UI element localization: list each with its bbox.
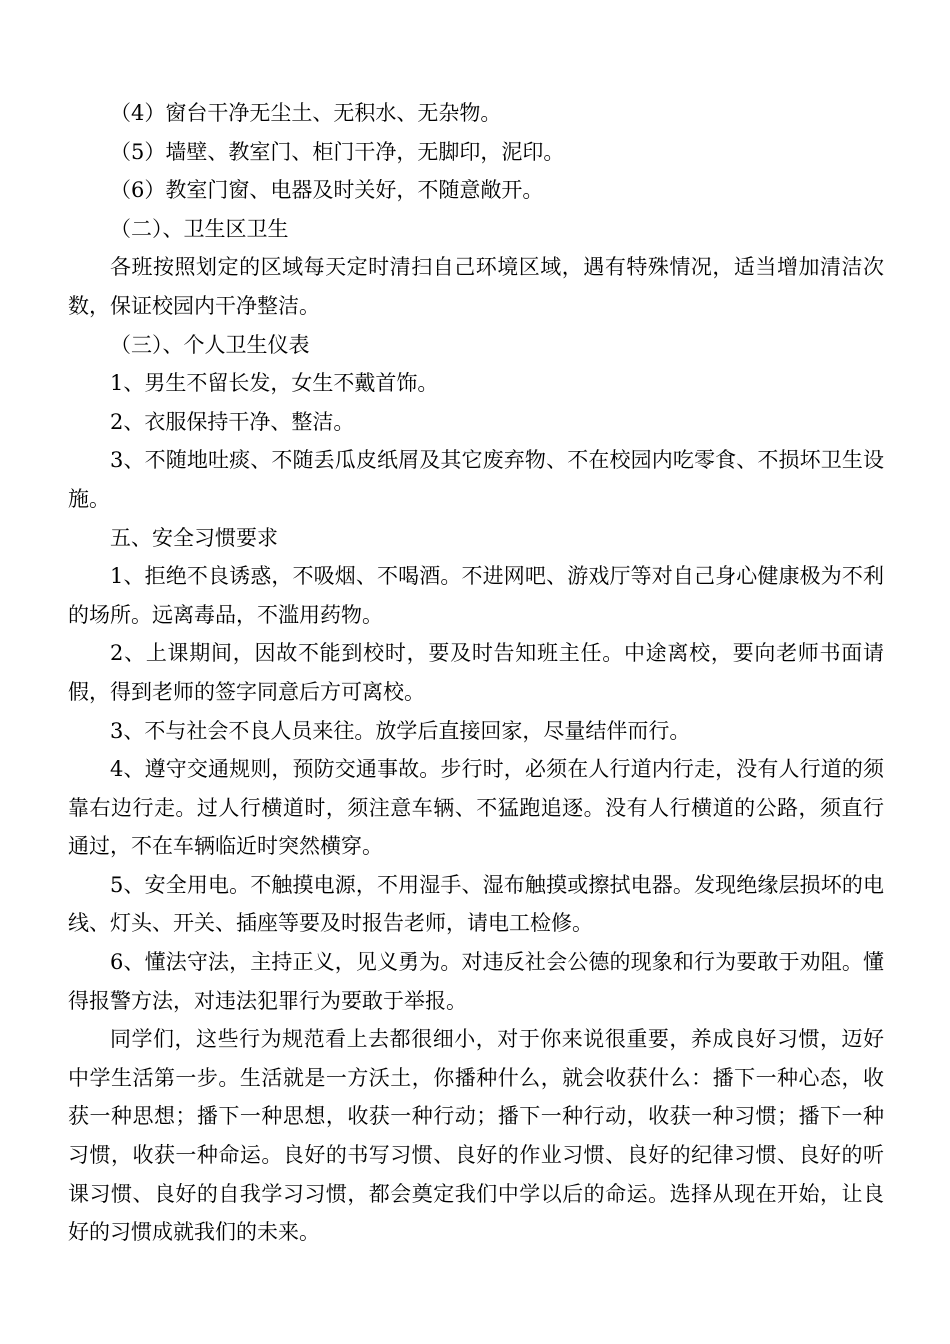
paragraph-refuse-temptation: 1、拒绝不良诱惑，不吸烟、不喝酒。不进网吧、游戏厅等对自己身心健康极为不利的场所。远离毒品，不滥用药物。 — [68, 564, 884, 627]
paragraph-law-justice: 6、懂法守法，主持正义，见义勇为。对违反社会公德的现象和行为要敢于劝阻。懂得报警方法，对违法犯罪行为要敢于举报。 — [68, 950, 884, 1013]
paragraph-walls-doors: （5）墙壁、教室门、柜门干净，无脚印，泥印。 — [110, 139, 565, 164]
paragraph-leave-request: 2、上课期间，因故不能到校时，要及时告知班主任。中途离校，要向老师书面请假，得到老师的签字同意后方可离校。 — [68, 641, 884, 704]
paragraph-traffic-rules: 4、遵守交通规则，预防交通事故。步行时，必须在人行道内行走，没有人行道的须靠右边行走。过人行横道时，须注意车辆、不猛跑追逐。没有人行横道的公路，须直行通过，不在车辆临近时突然横穿。 — [68, 757, 884, 859]
paragraph-no-littering: 3、不随地吐痰、不随丢瓜皮纸屑及其它废弃物、不在校园内吃零食、不损坏卫生设施。 — [68, 448, 884, 511]
section-heading-safety-habits: 五、安全习惯要求 — [110, 525, 278, 550]
paragraph-conclusion: 同学们，这些行为规范看上去都很细小，对于你来说很重要，养成良好习惯，迈好中学生活第一步。生活就是一方沃土，你播种什么，就会收获什么：播下一种心态，收获一种思想；播下一种思想，收获一种行动；播下一种行动，收获一种习惯；播下一种习惯，收获一种命运。良好的书写习惯、良好的作业习惯、良好的纪律习惯、良好的听课习惯、良好的自我学习习惯，都会奠定我们中学以后的命运。选择从现在开始，让良好的习惯成就我们的未来。 — [68, 1027, 884, 1245]
paragraph-windows-appliances: （6）教室门窗、电器及时关好，不随意敞开。 — [110, 178, 544, 203]
document-page — [68, 94, 884, 1252]
section-heading-personal-hygiene: （三）、个人卫生仪表 — [110, 332, 310, 357]
section-heading-area-hygiene: （二）、卫生区卫生 — [110, 216, 289, 241]
paragraph-window-sill: （4）窗台干净无尘土、无积水、无杂物。 — [110, 101, 502, 125]
paragraph-go-home: 3、不与社会不良人员来往。放学后直接回家，尽量结伴而行。 — [110, 718, 691, 743]
paragraph-clothing: 2、衣服保持干净、整洁。 — [110, 409, 355, 434]
paragraph-hair-jewelry: 1、男生不留长发，女生不戴首饰。 — [110, 371, 439, 396]
paragraph-electric-safety: 5、安全用电。不触摸电源，不用湿手、湿布触摸或擦拭电器。发现绝缘层损坏的电线、灯头、开关、插座等要及时报告老师，请电工检修。 — [68, 872, 884, 936]
paragraph-area-cleaning: 各班按照划定的区域每天定时清扫自己环境区域，遇有特殊情况，适当增加清洁次数，保证校园内干净整洁。 — [68, 255, 884, 318]
